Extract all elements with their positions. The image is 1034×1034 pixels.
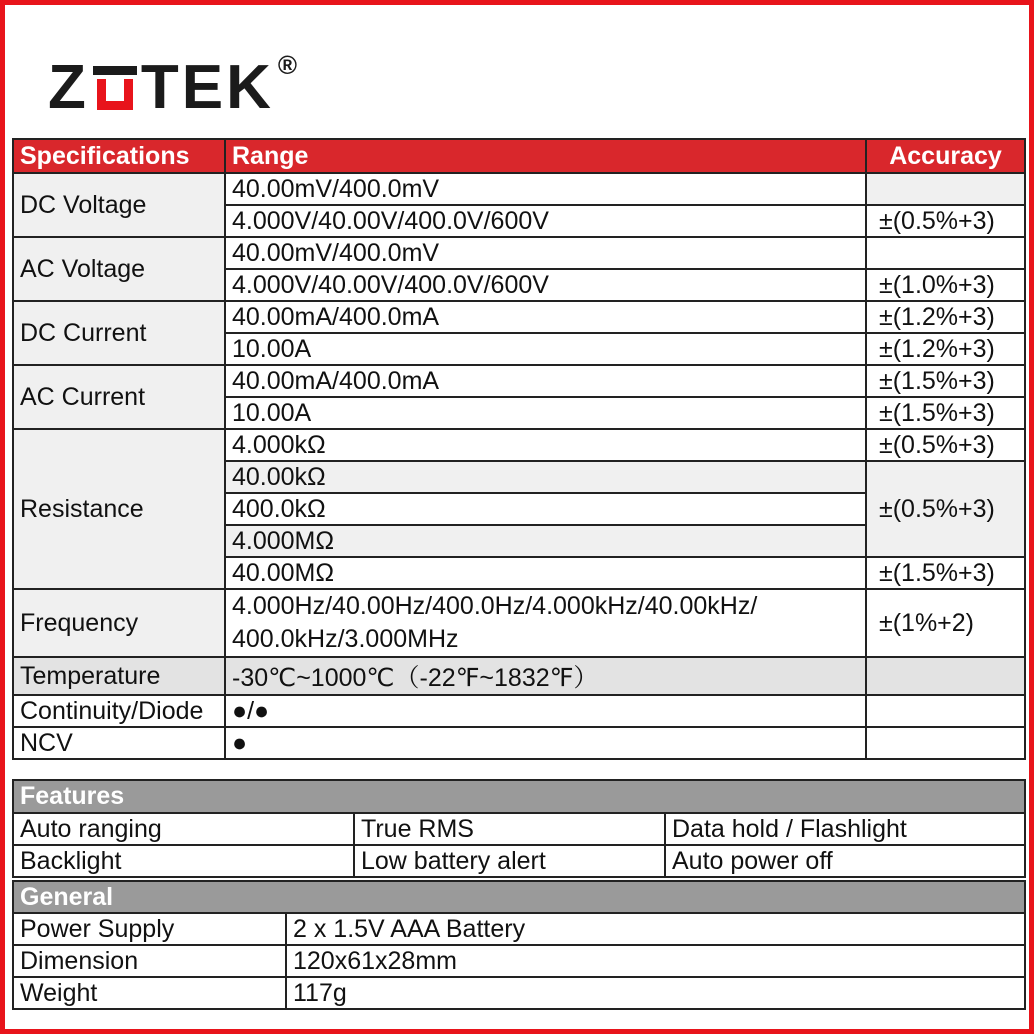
range-cell: ●/● <box>225 695 866 727</box>
accuracy-cell: ±(1.5%+3) <box>866 365 1025 397</box>
feature-item: Backlight <box>13 845 354 877</box>
spec-row-dc-voltage-1 <box>13 173 1025 205</box>
accuracy-cell-empty <box>866 237 1025 269</box>
accuracy-cell: ±(1.2%+3) <box>866 333 1025 365</box>
general-row-weight <box>13 977 1025 1009</box>
header-accuracy: Accuracy <box>866 139 1025 173</box>
range-cell: 40.00mA/400.0mA <box>225 365 866 397</box>
header-range: Range <box>225 139 866 173</box>
range-cell: 40.00mV/400.0mV <box>225 237 866 269</box>
accuracy-cell: ±(0.5%+3) <box>866 461 1025 557</box>
range-cell: 400.0kΩ <box>225 493 866 525</box>
spec-label-ac-current: AC Current <box>13 365 225 429</box>
general-row-dimension <box>13 945 1025 977</box>
general-header-row <box>13 881 1025 913</box>
spec-header-row <box>13 139 1025 173</box>
accuracy-cell: ±(1.5%+3) <box>866 397 1025 429</box>
registered-mark: ® <box>277 50 301 80</box>
frequency-range-line-2: 400.0kHz/3.000MHz <box>232 625 459 653</box>
spec-row-frequency <box>13 589 1025 657</box>
spec-label-temperature: Temperature <box>13 657 225 695</box>
accuracy-cell: ±(1.5%+3) <box>866 557 1025 589</box>
spec-label-ac-voltage: AC Voltage <box>13 237 225 301</box>
range-cell: -30℃~1000℃（-22℉~1832℉） <box>225 657 866 695</box>
range-cell: 40.00MΩ <box>225 557 866 589</box>
range-cell: 40.00mV/400.0mV <box>225 173 866 205</box>
features-row-1 <box>13 813 1025 845</box>
spec-row-ncv <box>13 727 1025 759</box>
spec-label-dc-voltage: DC Voltage <box>13 173 225 237</box>
general-title: General <box>13 881 1025 913</box>
feature-item: True RMS <box>354 813 665 845</box>
spec-row-temperature <box>13 657 1025 695</box>
accuracy-cell-empty <box>866 173 1025 205</box>
feature-item: Auto ranging <box>13 813 354 845</box>
logo-tek: TEK <box>140 53 274 122</box>
accuracy-cell: ±(1.2%+3) <box>866 301 1025 333</box>
feature-item: Data hold / Flashlight <box>665 813 1025 845</box>
general-label: Power Supply <box>13 913 286 945</box>
frequency-range-line-1: 4.000Hz/40.00Hz/400.0Hz/4.000kHz/40.00kHz/ <box>232 592 758 620</box>
zotek-logo <box>48 50 301 122</box>
general-label: Weight <box>13 977 286 1009</box>
spec-label-ncv: NCV <box>13 727 225 759</box>
spec-label-dc-current: DC Current <box>13 301 225 365</box>
feature-item: Auto power off <box>665 845 1025 877</box>
range-cell: 4.000V/40.00V/400.0V/600V <box>225 205 866 237</box>
logo-o-mark <box>93 66 137 110</box>
features-table <box>12 779 1026 878</box>
accuracy-cell: ±(0.5%+3) <box>866 205 1025 237</box>
spec-row-resistance-1 <box>13 429 1025 461</box>
logo-z: Z <box>48 53 89 122</box>
header-specifications: Specifications <box>13 139 225 173</box>
general-table <box>12 880 1026 1010</box>
general-value: 117g <box>286 977 1025 1009</box>
range-cell: 40.00kΩ <box>225 461 866 493</box>
range-cell: 4.000MΩ <box>225 525 866 557</box>
accuracy-cell: ±(0.5%+3) <box>866 429 1025 461</box>
accuracy-cell-empty <box>866 657 1025 695</box>
general-value: 120x61x28mm <box>286 945 1025 977</box>
features-row-2 <box>13 845 1025 877</box>
range-cell-frequency <box>225 589 866 657</box>
spec-label-resistance: Resistance <box>13 429 225 589</box>
spec-label-frequency: Frequency <box>13 589 225 657</box>
range-cell: ● <box>225 727 866 759</box>
feature-item: Low battery alert <box>354 845 665 877</box>
accuracy-cell: ±(1%+2) <box>866 589 1025 657</box>
general-row-power-supply <box>13 913 1025 945</box>
general-label: Dimension <box>13 945 286 977</box>
range-cell: 40.00mA/400.0mA <box>225 301 866 333</box>
range-cell: 4.000kΩ <box>225 429 866 461</box>
range-cell: 4.000V/40.00V/400.0V/600V <box>225 269 866 301</box>
accuracy-cell: ±(1.0%+3) <box>866 269 1025 301</box>
accuracy-cell-empty <box>866 695 1025 727</box>
features-title: Features <box>13 780 1025 813</box>
range-cell: 10.00A <box>225 397 866 429</box>
spec-row-ac-voltage-1 <box>13 237 1025 269</box>
features-header-row <box>13 780 1025 813</box>
accuracy-cell-empty <box>866 727 1025 759</box>
spec-row-dc-current-1 <box>13 301 1025 333</box>
specifications-table <box>12 138 1026 760</box>
spec-row-continuity <box>13 695 1025 727</box>
spec-row-ac-current-1 <box>13 365 1025 397</box>
range-cell: 10.00A <box>225 333 866 365</box>
general-value: 2 x 1.5V AAA Battery <box>286 913 1025 945</box>
spec-label-continuity: Continuity/Diode <box>13 695 225 727</box>
